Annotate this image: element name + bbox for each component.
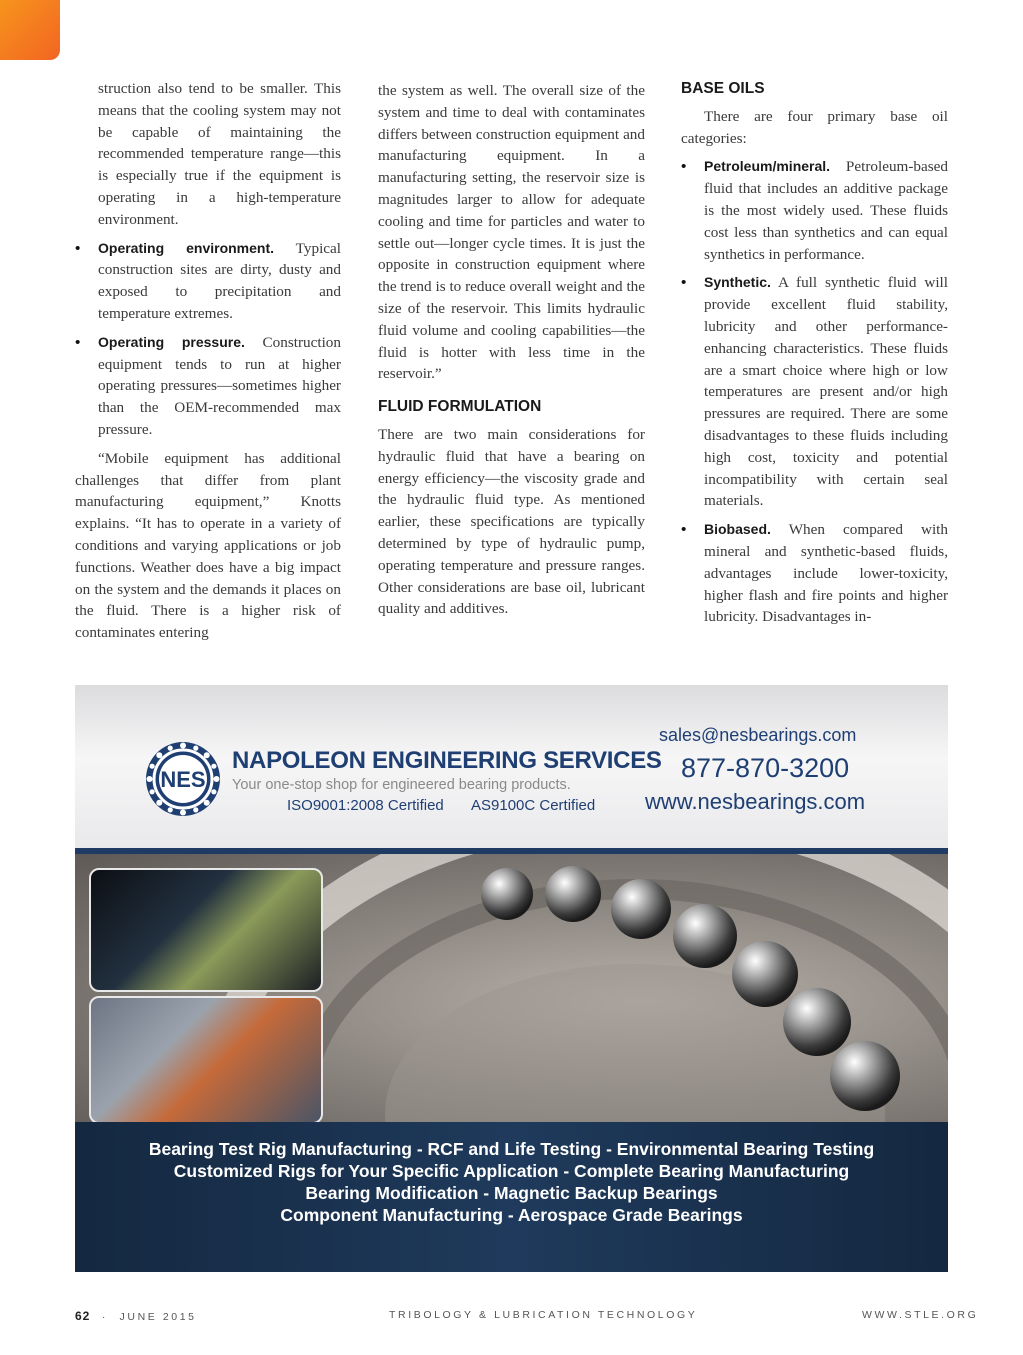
magazine-name: TRIBOLOGY & LUBRICATION TECHNOLOGY (389, 1309, 698, 1321)
as-certification: AS9100C Certified (471, 797, 596, 814)
service-line: Bearing Test Rig Manufacturing - RCF and Life Testing - Environmental Bearing Testing (148, 1139, 875, 1159)
article-column-1 (75, 78, 341, 644)
bullet-item: • Biobased. When compared with mineral and synthetic-based fluids, advantages include lower-toxicity, higher flash and fire points and higher lubricity. Disadvantages in- (681, 521, 948, 626)
paragraph: There are two main considerations for hydraulic fluid that have a bearing on energy efficiency—the viscosity grade and the hydraulic fluid type. As mentioned earlier, these specifications are typically determined by type of hydraulic pump, operating temperature and pressure ranges. Other considerations are base oil, lubricant quality and additives. (378, 425, 645, 618)
website-link[interactable]: www.nesbearings.com (645, 789, 866, 814)
test-rig-photo-1 (89, 868, 323, 992)
footer-left (75, 1309, 197, 1323)
section-tab (0, 0, 60, 60)
section-heading: BASE OILS (681, 80, 765, 97)
article-column-3 (681, 78, 948, 635)
bullet-icon: • (681, 158, 687, 176)
page-number: 62 (75, 1309, 91, 1323)
brand-name: NAPOLEON ENGINEERING SERVICES (232, 747, 662, 774)
bullet-icon: • (75, 333, 81, 351)
logo-text: NES (160, 767, 206, 792)
bullet-item: • Petroleum/mineral. Petroleum-based fluid that includes an additive package is the most widely used. These fluids cost less than synthetics and can equal synthetics in performance. (681, 158, 948, 263)
bullet-icon: • (75, 239, 81, 257)
paragraph: “Mobile equipment has additional challenges that differ from plant manufacturing equipment,” Knotts explains. “It has to operate in a variety of conditions and varying applications or job functions. Weather does have a big impact on the system and the demands it places on the fluid. There is a higher risk of contaminates entering (75, 449, 341, 642)
phone-number[interactable]: 877-870-3200 (681, 753, 850, 783)
bullet-item: • Synthetic. A full synthetic fluid will provide excellent fluid stability, lubricity and other performance-enhancing characteristics. These fluids are a smart choice where high or low temperatures are present and/or high pressures are required. There are some disadvantages to these fluids including high cost, toxicity and potential incompatibility with certain seal materials. (681, 274, 948, 510)
bearing-photo (75, 854, 948, 1122)
bullet-item: • Operating pressure. Construction equipment tends to run at higher operating pressures—sometimes higher than the OEM-recommended max pressure. (75, 333, 341, 438)
nes-logo-icon (145, 741, 221, 817)
tagline: Your one-stop shop for engineered bearing products. (232, 777, 571, 793)
service-line: Bearing Modification - Magnetic Backup Bearings (305, 1183, 718, 1203)
email-link[interactable]: sales@nesbearings.com (659, 725, 857, 745)
bullet-icon: • (681, 521, 687, 539)
iso-certification: ISO9001:2008 Certified (287, 797, 444, 814)
nes-advertisement[interactable] (75, 685, 948, 1272)
paragraph: There are four primary base oil categories: (681, 107, 948, 147)
bullet-icon: • (681, 274, 687, 292)
section-heading: FLUID FORMULATION (378, 398, 542, 416)
paragraph: the system as well. The overall size of the system and time to deal with contaminates differs between construction equipment and manufacturing equipment. In a manufacturing setting, the reservoir size is magnitudes larger to allow for adequate cooling and time for particles and water to settle out—longer cycle times. It is just the opposite in construction equipment where the trend is to reduce overall weight and the size of the reservoir. This limits hydraulic fluid volume and cooling capabilities—the fluid is hotter with less time in the reservoir.” (378, 82, 645, 383)
footer-separator: · (101, 1311, 108, 1323)
services-band (75, 1122, 948, 1272)
article-column-2 (378, 80, 645, 620)
bullet-item: • Operating environment. Typical construction sites are dirty, dusty and exposed to precipitation and temperature extremes. (75, 239, 341, 322)
issue-date: JUNE 2015 (119, 1311, 197, 1323)
service-line: Component Manufacturing - Aerospace Grade Bearings (280, 1205, 743, 1225)
service-line: Customized Rigs for Your Specific Application - Complete Bearing Manufacturing (173, 1161, 850, 1181)
test-rig-photo-2 (89, 996, 323, 1124)
paragraph: struction also tend to be smaller. This means that the cooling system may not be capable of maintaining the recommended temperature range—this is especially true if the equipment is operating in a high-temperature environment. (98, 80, 341, 228)
footer-website[interactable]: WWW.STLE.ORG (862, 1309, 979, 1321)
